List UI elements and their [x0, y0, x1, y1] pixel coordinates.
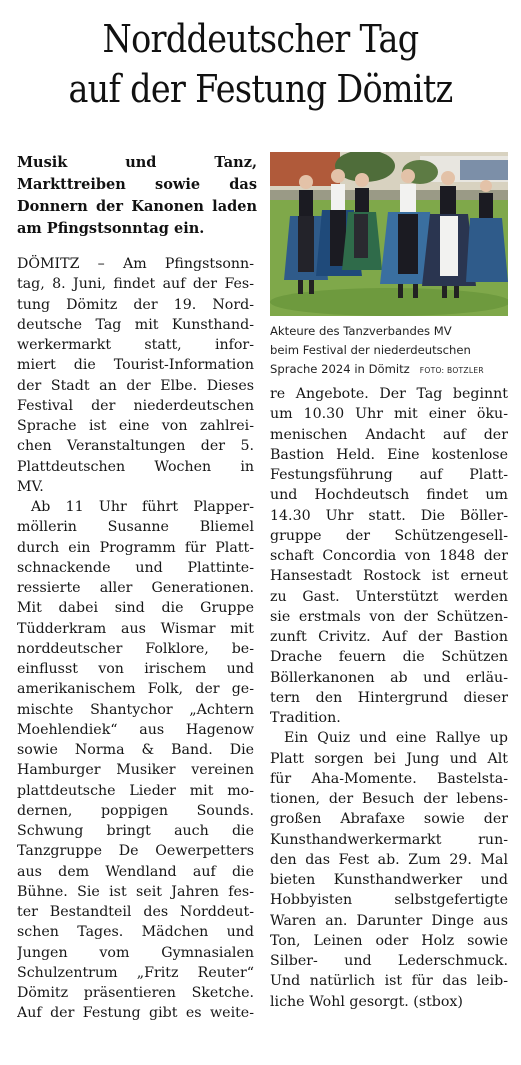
caption-line-3-text: Sprache 2024 in Dömitz [270, 362, 410, 376]
photo-credit: FOTO: BOTZLER [419, 366, 484, 375]
article-text-line: re Angebote. Der Tag beginnt [270, 386, 508, 402]
article-text-line: für Aha-Momente. Bastelsta- [270, 770, 508, 787]
article-text-line: tern den Hintergrund dieser [270, 689, 508, 706]
article-text-line: der Stadt an der Elbe. Dieses [17, 377, 254, 394]
article-text-line: Jungen vom Gymnasialen [17, 944, 254, 961]
article-text-line: Moehlendiek“ aus Hagenow [17, 721, 254, 738]
article-text-line: Bühne. Sie ist seit Jahren fes- [17, 883, 254, 900]
article-text-line: Platt sorgen bei Jung und Alt [270, 750, 508, 767]
article-text-line: bieten Kunsthandwerker und [270, 872, 508, 888]
article-text-line: Auf der Festung gibt es weite- [17, 1005, 254, 1022]
caption-line-2: beim Festival der niederdeutschen [270, 343, 471, 357]
article-text-line: schen Tages. Mädchen und [17, 924, 254, 941]
article-text-line: den das Fest ab. Zum 29. Mal [270, 851, 508, 868]
article-text-line: Hamburger Musiker vereinen [17, 762, 254, 779]
article-text-line: Hansestadt Rostock ist erneut [270, 568, 508, 585]
article-text-line: sowie Norma & Band. Die [17, 742, 254, 758]
article-text-line: Silber- und Lederschmuck. [270, 953, 508, 969]
article-text-line: Tradition. [270, 710, 341, 726]
article-text-line: menischen Andacht auf der [270, 426, 508, 443]
article-text-line: werkermarkt statt, infor- [17, 337, 254, 353]
article-text-line: Und natürlich ist für das leib- [270, 973, 508, 990]
article-text-line: Drache feuern die Schützen [270, 649, 508, 666]
article-text-line: liche Wohl gesorgt. (stbox) [270, 993, 463, 1010]
article-text-line: tung Dömitz der 19. Nord- [17, 296, 254, 313]
article-text-line: ressierte aller Generationen. [17, 580, 254, 596]
article-text-line: Schulzentrum „Fritz Reuter“ [17, 964, 254, 981]
article-text-line: aus dem Wendland auf die [17, 863, 254, 880]
article-text-line: Festival der niederdeutschen [17, 397, 254, 414]
article-text-line: großen Abrafaxe sowie der [270, 811, 508, 828]
dancers-photo-illustration [270, 152, 508, 316]
article-text-line: sie erstmals von der Schützen- [270, 608, 508, 625]
article-text-line: Ab 11 Uhr führt Plapper- [31, 499, 254, 515]
article-text-line: um 10.30 Uhr mit einer öku- [270, 406, 508, 423]
article-text-line: Tanzgruppe De Oewerpetters [17, 843, 254, 860]
article-text-line: Hobbyisten selbstgefertigte [270, 892, 508, 909]
article-text-line: ter Bestandteil des Norddeut- [17, 904, 254, 920]
article-text-line: Waren an. Darunter Dinge aus [270, 912, 508, 929]
article-text-line: miert die Tourist-Information [17, 357, 254, 374]
caption-line-1: Akteure des Tanzverbandes MV [270, 324, 452, 338]
article-text-line: DÖMITZ – Am Pfingstsonn- [17, 256, 254, 272]
headline-line-1: Norddeutscher Tag [102, 17, 419, 61]
article-text-line: Tüdderkram aus Wismar mit [17, 620, 254, 637]
article-text-line: Böllerkanonen ab und erläu- [270, 669, 508, 686]
article-text-line: Kunsthandwerkermarkt run- [270, 831, 508, 848]
article-text-line: zu Gast. Unterstützt werden [270, 588, 508, 605]
article-column-1 [17, 254, 254, 1024]
article-text-line: möllerin Susanne Bliemel [17, 519, 254, 536]
article-text-line: mischte Shantychor „Achtern [17, 701, 254, 718]
article-text-line: Sprache ist eine von zahlrei- [17, 418, 254, 434]
article-text-line: MV. [17, 478, 44, 495]
caption-line-3 [270, 360, 510, 380]
article-text-line: schnackende und Plattinte- [17, 559, 254, 576]
article-text-line: Festungsführung auf Platt- [270, 467, 508, 483]
article-text-line: Ein Quiz und eine Rallye up [284, 730, 508, 747]
article-column-2 [270, 384, 508, 1012]
article-text-line: Bastion Held. Eine kostenlose [270, 446, 508, 463]
article-text-line: und Hochdeutsch findet um [270, 487, 508, 504]
article-text-line: amerikanischem Folk, der ge- [17, 681, 254, 698]
article-text-line: schaft Concordia von 1848 der [270, 548, 508, 564]
article-text-line: Dömitz präsentieren Sketche. [17, 985, 254, 1001]
article-text-line: Schwung bringt auch die [17, 823, 254, 839]
photo-caption [270, 322, 510, 380]
article-text-line: deutsche Tag mit Kunsthand- [17, 316, 254, 333]
article-text-line: tionen, der Besuch der lebens- [270, 791, 508, 807]
article-text-line: zunft Crivitz. Auf der Bastion [270, 629, 508, 645]
article-text-line: 14.30 Uhr statt. Die Böller- [270, 507, 508, 524]
article-text-line: durch ein Programm für Platt- [17, 539, 254, 556]
article-text-line: Mit dabei sind die Gruppe [17, 600, 254, 617]
article-text-line: einflusst von irischem und [17, 661, 254, 677]
article-headline [31, 14, 489, 114]
article-text-line: Ton, Leinen oder Holz sowie [270, 932, 508, 949]
article-text-line: chen Veranstaltungen der 5. [17, 438, 254, 455]
article-text-line: gruppe der Schützengesell- [270, 527, 508, 544]
article-lead: Musik und Tanz, Markttreiben sowie das Donnern der Kanonen laden am Pfingstsonntag ein. [17, 154, 257, 237]
article-text-line: norddeutscher Folklore, be- [17, 640, 254, 657]
article-text-line: tag, 8. Juni, findet auf der Fes- [17, 276, 254, 293]
article-text-line: dernen, poppigen Sounds. [17, 802, 254, 819]
article-text-line: plattdeutsche Lieder mit mo- [17, 782, 254, 799]
article-text-line: Plattdeutschen Wochen in [17, 458, 254, 475]
article-photo [270, 152, 508, 316]
headline-line-2: auf der Festung Dömitz [68, 67, 453, 111]
